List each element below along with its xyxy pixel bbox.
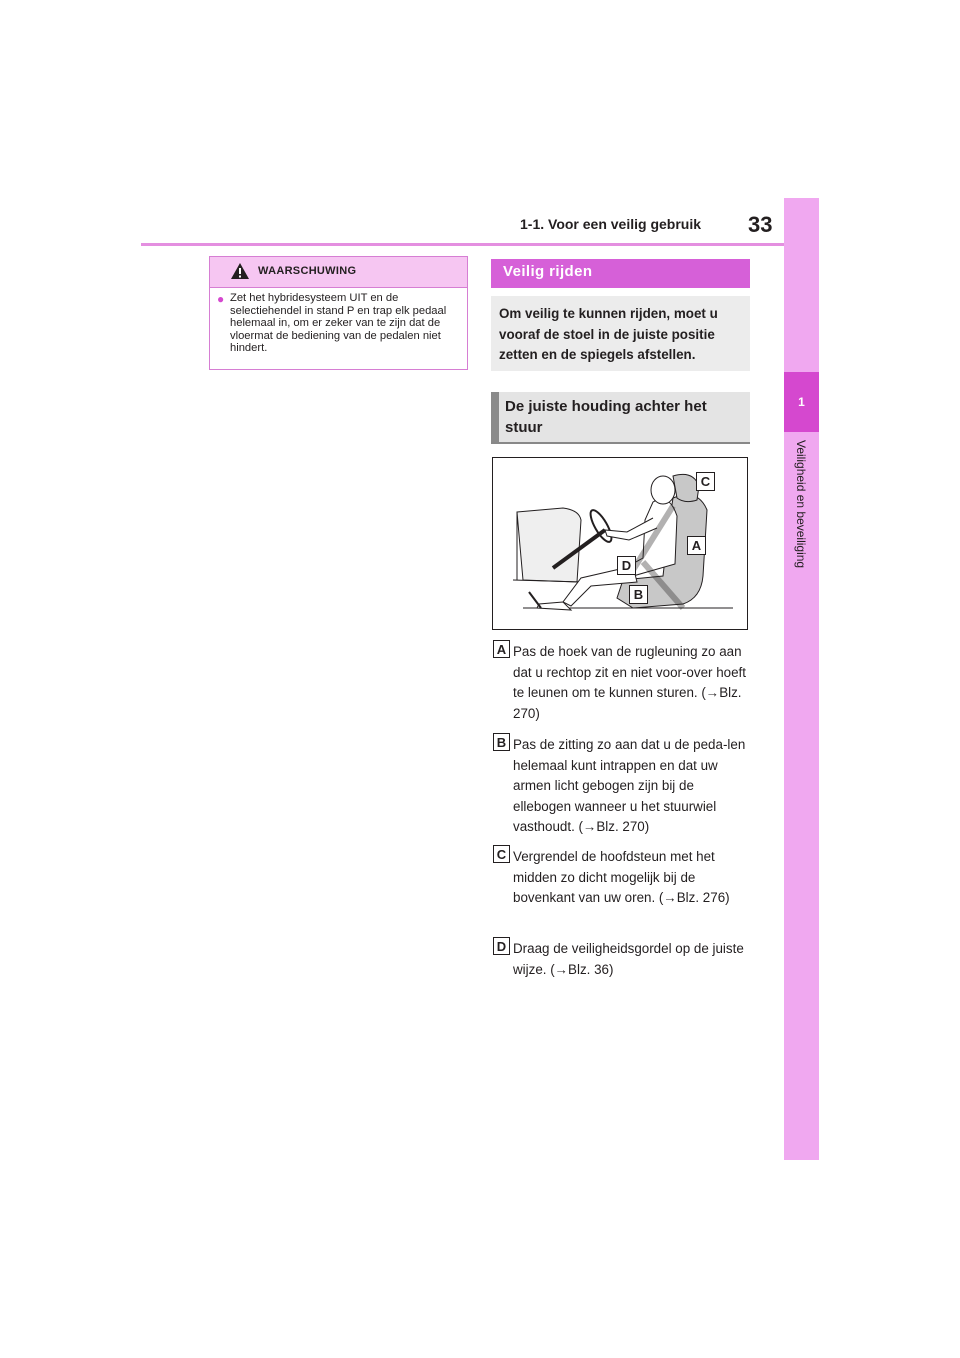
item-letter-c: C bbox=[493, 845, 510, 863]
warning-header bbox=[210, 257, 467, 287]
item-letter-d: D bbox=[493, 937, 510, 955]
page-number: 33 bbox=[748, 212, 773, 237]
item-text-a: Pas de hoek van de rugleuning zo aan dat u rechtop zit en niet voor-over hoeft te leunen om te kunnen sturen. (→Blz. 270) bbox=[513, 644, 746, 721]
section-title: Veilig rijden bbox=[503, 263, 593, 280]
intro-text: Om veilig te kunnen rijden, moet u vooraf de stoel in de juiste positie zetten en de spiegels afstellen. bbox=[499, 306, 718, 362]
subheading-accent bbox=[491, 392, 499, 442]
subheading-box bbox=[491, 392, 750, 444]
warning-title: WAARSCHUWING bbox=[258, 265, 357, 277]
item-letter-b: B bbox=[493, 733, 510, 751]
bullet-icon: ● bbox=[217, 292, 225, 306]
figure-label-b: B bbox=[629, 585, 648, 604]
figure-label-a: A bbox=[687, 536, 706, 555]
warning-box bbox=[209, 256, 468, 370]
chapter-side-strip bbox=[784, 198, 819, 1160]
section-header-title: 1-1. Voor een veilig gebruik bbox=[520, 216, 702, 232]
intro-box bbox=[491, 296, 750, 371]
chapter-number-tab[interactable]: 1 bbox=[784, 372, 819, 432]
warning-divider bbox=[210, 287, 467, 288]
item-text-b: Pas de zitting zo aan dat u de peda-len helemaal kunt intrappen en dat uw armen licht gebogen zijn bij de ellebogen wanneer u het stuurwiel vasthoudt. (→Blz. 270) bbox=[513, 737, 746, 834]
figure-label-d: D bbox=[617, 556, 636, 575]
warning-text: Zet het hybridesysteem UIT en de selectiehendel in stand P en trap elk pedaal helemaal in, om er zeker van te zijn dat de vloermat de bediening van de pedalen niet hindert. bbox=[230, 292, 447, 355]
chapter-label: Veiligheid en beveiliging bbox=[794, 440, 808, 569]
figure-label-c: C bbox=[696, 472, 715, 491]
subheading-text: De juiste houding achter het stuur bbox=[505, 398, 707, 436]
item-letter-a: A bbox=[493, 640, 510, 658]
item-text-c: Vergrendel de hoofdsteun met het midden zo dicht mogelijk bij de bovenkant van uw oren. (→Blz. 276) bbox=[513, 849, 730, 905]
header-divider bbox=[141, 243, 785, 246]
driving-posture-figure bbox=[492, 457, 748, 630]
item-text-d: Draag de veiligheidsgordel op de juiste wijze. (→Blz. 36) bbox=[513, 941, 744, 977]
section-title-bar bbox=[491, 259, 750, 288]
warning-triangle-icon bbox=[230, 262, 250, 280]
